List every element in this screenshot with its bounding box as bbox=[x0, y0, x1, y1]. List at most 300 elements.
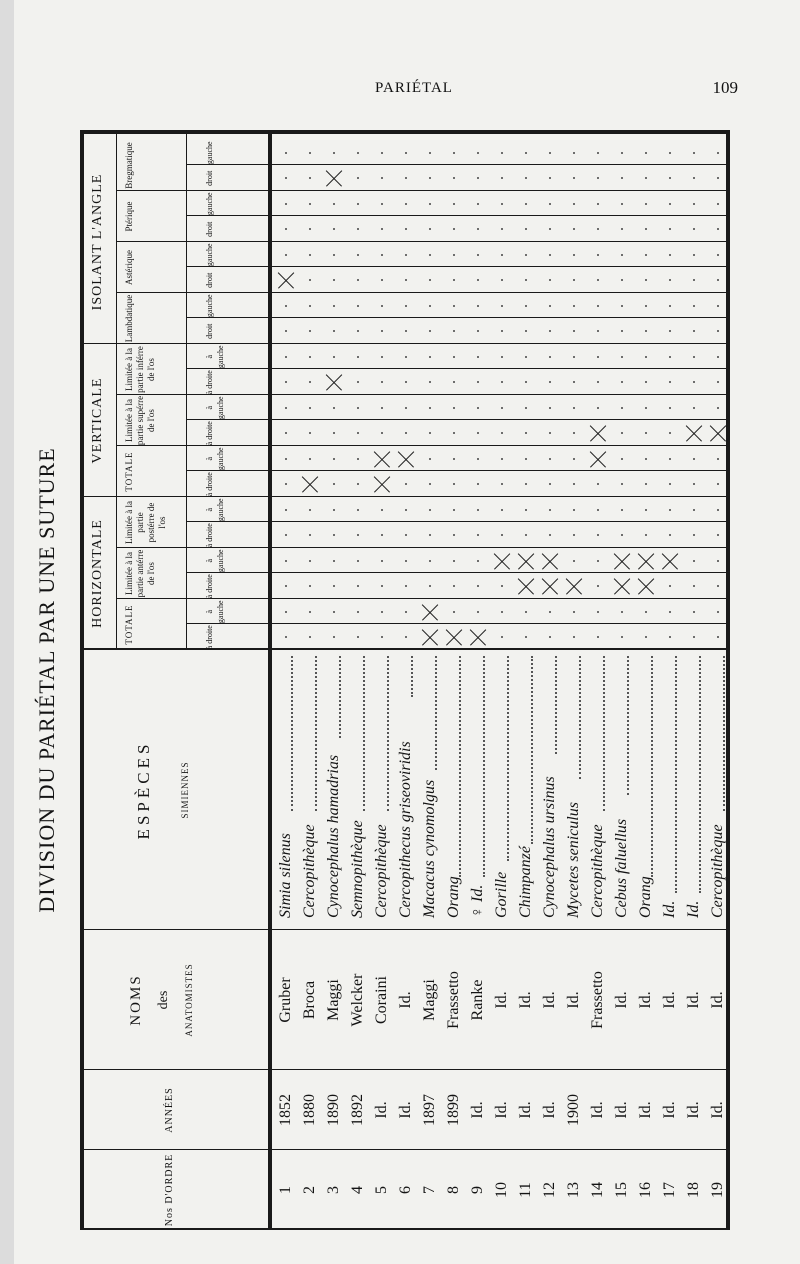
cross-mark bbox=[326, 374, 342, 390]
cross-mark bbox=[278, 272, 294, 288]
group-header-rule bbox=[116, 130, 117, 650]
empty-cell-dot bbox=[645, 330, 647, 332]
cross-mark bbox=[494, 553, 510, 569]
empty-cell-dot bbox=[621, 381, 623, 383]
empty-cell-dot bbox=[525, 305, 527, 307]
horizontale-limitee-posterieure: Limitée à la partie postérre de l'os bbox=[124, 501, 167, 544]
empty-cell-dot bbox=[597, 381, 599, 383]
empty-cell-dot bbox=[501, 381, 503, 383]
empty-cell-dot bbox=[405, 509, 407, 511]
empty-cell-dot bbox=[597, 203, 599, 205]
empty-cell-dot bbox=[333, 152, 335, 154]
empty-cell-dot bbox=[501, 611, 503, 613]
empty-cell-dot bbox=[669, 305, 671, 307]
empty-cell-dot bbox=[453, 458, 455, 460]
empty-cell-dot bbox=[285, 228, 287, 230]
empty-cell-dot bbox=[669, 177, 671, 179]
empty-cell-dot bbox=[381, 203, 383, 205]
empty-cell-dot bbox=[645, 458, 647, 460]
dot-leader bbox=[483, 656, 485, 877]
empty-cell-dot bbox=[621, 330, 623, 332]
empty-cell-dot bbox=[717, 356, 719, 358]
empty-cell-dot bbox=[645, 177, 647, 179]
empty-cell-dot bbox=[717, 254, 719, 256]
leaf-header-12: droit bbox=[205, 323, 214, 339]
empty-cell-dot bbox=[477, 177, 479, 179]
empty-cell-dot bbox=[405, 534, 407, 536]
empty-cell-dot bbox=[669, 432, 671, 434]
dot-leader bbox=[651, 656, 653, 877]
empty-cell-dot bbox=[405, 585, 407, 587]
empty-cell-dot bbox=[453, 381, 455, 383]
empty-cell-dot bbox=[309, 228, 311, 230]
row-ordre: 14 bbox=[589, 1182, 606, 1198]
empty-cell-dot bbox=[405, 636, 407, 638]
empty-cell-dot bbox=[693, 305, 695, 307]
empty-cell-dot bbox=[645, 381, 647, 383]
leaf-header-16: droit bbox=[205, 221, 214, 237]
dot-leader bbox=[459, 656, 461, 877]
empty-cell-dot bbox=[669, 228, 671, 230]
empty-cell-dot bbox=[357, 509, 359, 511]
empty-cell-dot bbox=[717, 611, 719, 613]
empty-cell-dot bbox=[573, 279, 575, 281]
cross-mark bbox=[518, 553, 534, 569]
empty-cell-dot bbox=[525, 636, 527, 638]
dot-leader bbox=[699, 656, 701, 893]
empty-cell-dot bbox=[669, 254, 671, 256]
empty-cell-dot bbox=[477, 305, 479, 307]
empty-cell-dot bbox=[333, 458, 335, 460]
dot-leader bbox=[339, 656, 341, 738]
empty-cell-dot bbox=[669, 152, 671, 154]
empty-cell-dot bbox=[669, 203, 671, 205]
empty-cell-dot bbox=[525, 203, 527, 205]
empty-cell-dot bbox=[645, 279, 647, 281]
empty-cell-dot bbox=[429, 407, 431, 409]
empty-cell-dot bbox=[597, 636, 599, 638]
asterique-header: Astérique bbox=[124, 250, 134, 285]
empty-cell-dot bbox=[309, 432, 311, 434]
leaf-header-8: à droite bbox=[205, 421, 214, 446]
empty-cell-dot bbox=[645, 636, 647, 638]
empty-cell-dot bbox=[429, 432, 431, 434]
empty-cell-dot bbox=[693, 636, 695, 638]
empty-cell-dot bbox=[405, 152, 407, 154]
horizontale-limitee-anterieure: Limitée à la partie antérre de l'os bbox=[124, 549, 156, 598]
empty-cell-dot bbox=[453, 432, 455, 434]
empty-cell-dot bbox=[309, 305, 311, 307]
empty-cell-dot bbox=[309, 356, 311, 358]
empty-cell-dot bbox=[549, 279, 551, 281]
row-ordre: 5 bbox=[373, 1186, 390, 1194]
empty-cell-dot bbox=[309, 177, 311, 179]
empty-cell-dot bbox=[693, 177, 695, 179]
empty-cell-dot bbox=[597, 279, 599, 281]
dot-leader bbox=[435, 656, 437, 770]
empty-cell-dot bbox=[573, 636, 575, 638]
empty-cell-dot bbox=[285, 407, 287, 409]
empty-cell-dot bbox=[645, 254, 647, 256]
leaf-header-7: à gauche bbox=[205, 447, 225, 471]
empty-cell-dot bbox=[549, 356, 551, 358]
empty-cell-dot bbox=[309, 279, 311, 281]
empty-cell-dot bbox=[405, 381, 407, 383]
row-nom: Coraini bbox=[373, 976, 390, 1024]
leaf-header-10: à droite bbox=[205, 370, 214, 395]
empty-cell-dot bbox=[309, 611, 311, 613]
empty-cell-dot bbox=[381, 330, 383, 332]
row-ordre: 7 bbox=[421, 1186, 438, 1194]
empty-cell-dot bbox=[621, 203, 623, 205]
empty-cell-dot bbox=[477, 611, 479, 613]
row-espece: Cynocephalus ursinus bbox=[541, 776, 558, 918]
leaf-divider bbox=[186, 369, 730, 370]
empty-cell-dot bbox=[309, 152, 311, 154]
empty-cell-dot bbox=[549, 458, 551, 460]
row-nom: Id. bbox=[397, 991, 414, 1009]
empty-cell-dot bbox=[405, 254, 407, 256]
empty-cell-dot bbox=[717, 228, 719, 230]
row-ordre: 13 bbox=[565, 1182, 582, 1198]
empty-cell-dot bbox=[429, 356, 431, 358]
empty-cell-dot bbox=[309, 407, 311, 409]
empty-cell-dot bbox=[405, 305, 407, 307]
empty-cell-dot bbox=[477, 509, 479, 511]
row-annee: Id. bbox=[613, 1101, 630, 1119]
row-annee: 1900 bbox=[565, 1094, 582, 1126]
noms-anatomistes: ANATOMISTES bbox=[184, 963, 194, 1037]
empty-cell-dot bbox=[381, 534, 383, 536]
row-nom: Maggi bbox=[325, 979, 342, 1021]
empty-cell-dot bbox=[525, 152, 527, 154]
empty-cell-dot bbox=[357, 356, 359, 358]
row-annee: 1897 bbox=[421, 1094, 438, 1126]
leaf-header-11: à gauche bbox=[205, 345, 225, 369]
empty-cell-dot bbox=[357, 611, 359, 613]
empty-cell-dot bbox=[525, 381, 527, 383]
empty-cell-dot bbox=[645, 611, 647, 613]
empty-cell-dot bbox=[549, 432, 551, 434]
empty-cell-dot bbox=[621, 305, 623, 307]
dot-leader bbox=[675, 656, 677, 893]
empty-cell-dot bbox=[549, 611, 551, 613]
row-espece: Cercopithèque bbox=[373, 824, 390, 918]
empty-cell-dot bbox=[549, 203, 551, 205]
empty-cell-dot bbox=[405, 177, 407, 179]
empty-cell-dot bbox=[717, 560, 719, 562]
leaf-header-3: à gauche bbox=[205, 549, 225, 573]
empty-cell-dot bbox=[717, 636, 719, 638]
empty-cell-dot bbox=[693, 534, 695, 536]
empty-cell-dot bbox=[717, 483, 719, 485]
empty-cell-dot bbox=[597, 509, 599, 511]
empty-cell-dot bbox=[573, 534, 575, 536]
empty-cell-dot bbox=[597, 611, 599, 613]
empty-cell-dot bbox=[669, 611, 671, 613]
empty-cell-dot bbox=[357, 560, 359, 562]
empty-cell-dot bbox=[381, 585, 383, 587]
running-title: PARIÉTAL bbox=[375, 80, 453, 96]
leaf-header-13: gauche bbox=[205, 294, 214, 318]
empty-cell-dot bbox=[285, 483, 287, 485]
empty-cell-dot bbox=[429, 305, 431, 307]
empty-cell-dot bbox=[525, 458, 527, 460]
empty-cell-dot bbox=[549, 305, 551, 307]
leaf-header-9: à gauche bbox=[205, 396, 225, 420]
data-divider bbox=[80, 648, 730, 650]
empty-cell-dot bbox=[453, 177, 455, 179]
dot-leader bbox=[555, 656, 557, 754]
empty-cell-dot bbox=[693, 407, 695, 409]
especes-header: ESPÈCES bbox=[134, 740, 153, 840]
empty-cell-dot bbox=[573, 305, 575, 307]
empty-cell-dot bbox=[285, 585, 287, 587]
empty-cell-dot bbox=[477, 279, 479, 281]
leaf-header-4: à droite bbox=[205, 523, 214, 548]
empty-cell-dot bbox=[549, 152, 551, 154]
pterique-header: Ptérique bbox=[124, 201, 134, 232]
empty-cell-dot bbox=[621, 177, 623, 179]
empty-cell-dot bbox=[501, 432, 503, 434]
empty-cell-dot bbox=[453, 407, 455, 409]
empty-cell-dot bbox=[429, 177, 431, 179]
empty-cell-dot bbox=[477, 381, 479, 383]
empty-cell-dot bbox=[429, 152, 431, 154]
cross-mark bbox=[542, 553, 558, 569]
row-ordre: 4 bbox=[349, 1186, 366, 1194]
empty-cell-dot bbox=[645, 509, 647, 511]
empty-cell-dot bbox=[453, 305, 455, 307]
simiennes-header: SIMIENNES bbox=[180, 761, 190, 819]
verticale-header: VERTICALE bbox=[90, 377, 105, 464]
empty-cell-dot bbox=[477, 432, 479, 434]
page-number: 109 bbox=[712, 78, 738, 97]
leaf-header-14: droit bbox=[205, 272, 214, 288]
dot-leader bbox=[579, 656, 581, 779]
empty-cell-dot bbox=[549, 636, 551, 638]
row-espece: Chimpanzé bbox=[517, 846, 534, 918]
empty-cell-dot bbox=[333, 432, 335, 434]
row-ordre: 3 bbox=[325, 1186, 342, 1194]
empty-cell-dot bbox=[285, 509, 287, 511]
row-ordre: 18 bbox=[685, 1182, 702, 1198]
row-nom: Id. bbox=[709, 991, 726, 1009]
empty-cell-dot bbox=[333, 534, 335, 536]
empty-cell-dot bbox=[429, 534, 431, 536]
empty-cell-dot bbox=[621, 483, 623, 485]
leaf-divider bbox=[186, 522, 730, 523]
cross-mark bbox=[302, 476, 318, 492]
dot-leader bbox=[315, 656, 317, 811]
row-espece: ♀ Id. bbox=[469, 884, 486, 918]
empty-cell-dot bbox=[429, 330, 431, 332]
empty-cell-dot bbox=[477, 407, 479, 409]
empty-cell-dot bbox=[381, 228, 383, 230]
empty-cell-dot bbox=[381, 254, 383, 256]
empty-cell-dot bbox=[525, 534, 527, 536]
empty-cell-dot bbox=[645, 407, 647, 409]
empty-cell-dot bbox=[501, 356, 503, 358]
empty-cell-dot bbox=[453, 228, 455, 230]
empty-cell-dot bbox=[525, 254, 527, 256]
empty-cell-dot bbox=[477, 560, 479, 562]
leaf-divider bbox=[186, 216, 730, 217]
empty-cell-dot bbox=[621, 636, 623, 638]
empty-cell-dot bbox=[333, 228, 335, 230]
empty-cell-dot bbox=[357, 177, 359, 179]
empty-cell-dot bbox=[717, 177, 719, 179]
row-espece: Cercopithèque bbox=[589, 824, 606, 918]
empty-cell-dot bbox=[333, 279, 335, 281]
leaf-header-17: gauche bbox=[205, 192, 214, 216]
leaf-header-18: droit bbox=[205, 170, 214, 186]
row-annee: Id. bbox=[541, 1101, 558, 1119]
empty-cell-dot bbox=[669, 534, 671, 536]
empty-cell-dot bbox=[381, 356, 383, 358]
group-divider bbox=[80, 343, 730, 344]
empty-cell-dot bbox=[549, 534, 551, 536]
empty-cell-dot bbox=[573, 177, 575, 179]
lambdatique-header: Lambdatique bbox=[124, 294, 134, 343]
cross-mark bbox=[614, 578, 630, 594]
empty-cell-dot bbox=[429, 458, 431, 460]
empty-cell-dot bbox=[357, 483, 359, 485]
empty-cell-dot bbox=[717, 458, 719, 460]
empty-cell-dot bbox=[597, 177, 599, 179]
empty-cell-dot bbox=[381, 279, 383, 281]
row-nom: Id. bbox=[637, 991, 654, 1009]
empty-cell-dot bbox=[645, 152, 647, 154]
empty-cell-dot bbox=[429, 203, 431, 205]
empty-cell-dot bbox=[573, 509, 575, 511]
empty-cell-dot bbox=[525, 356, 527, 358]
cross-mark bbox=[518, 578, 534, 594]
empty-cell-dot bbox=[405, 330, 407, 332]
empty-cell-dot bbox=[453, 509, 455, 511]
row-annee: 1852 bbox=[277, 1094, 294, 1126]
empty-cell-dot bbox=[405, 279, 407, 281]
row-nom: Id. bbox=[541, 991, 558, 1009]
empty-cell-dot bbox=[501, 509, 503, 511]
leaf-header-0: à droite bbox=[205, 625, 214, 650]
leaf-divider bbox=[186, 573, 730, 574]
empty-cell-dot bbox=[693, 483, 695, 485]
cross-mark bbox=[686, 425, 702, 441]
empty-cell-dot bbox=[525, 432, 527, 434]
row-nom: Id. bbox=[661, 991, 678, 1009]
empty-cell-dot bbox=[501, 254, 503, 256]
row-annee: Id. bbox=[685, 1101, 702, 1119]
empty-cell-dot bbox=[357, 152, 359, 154]
empty-cell-dot bbox=[573, 152, 575, 154]
empty-cell-dot bbox=[525, 279, 527, 281]
empty-cell-dot bbox=[597, 152, 599, 154]
empty-cell-dot bbox=[717, 330, 719, 332]
row-annee: Id. bbox=[517, 1101, 534, 1119]
row-ordre: 10 bbox=[493, 1182, 510, 1198]
empty-cell-dot bbox=[597, 483, 599, 485]
empty-cell-dot bbox=[429, 483, 431, 485]
empty-cell-dot bbox=[501, 152, 503, 154]
annees-header: ANNÉES bbox=[164, 1087, 175, 1133]
empty-cell-dot bbox=[333, 636, 335, 638]
empty-cell-dot bbox=[597, 560, 599, 562]
empty-cell-dot bbox=[669, 483, 671, 485]
empty-cell-dot bbox=[621, 254, 623, 256]
empty-cell-dot bbox=[405, 432, 407, 434]
empty-cell-dot bbox=[357, 254, 359, 256]
empty-cell-dot bbox=[501, 458, 503, 460]
empty-cell-dot bbox=[525, 509, 527, 511]
row-annee: 1890 bbox=[325, 1094, 342, 1126]
row-espece: Orang bbox=[637, 876, 654, 918]
empty-cell-dot bbox=[501, 279, 503, 281]
cross-mark bbox=[590, 451, 606, 467]
empty-cell-dot bbox=[573, 407, 575, 409]
row-nom: Id. bbox=[685, 991, 702, 1009]
cross-mark bbox=[638, 578, 654, 594]
empty-cell-dot bbox=[453, 254, 455, 256]
empty-cell-dot bbox=[693, 152, 695, 154]
row-annee: 1892 bbox=[349, 1094, 366, 1126]
empty-cell-dot bbox=[477, 254, 479, 256]
dot-leader bbox=[291, 656, 293, 811]
empty-cell-dot bbox=[285, 203, 287, 205]
row-nom: Id. bbox=[613, 991, 630, 1009]
empty-cell-dot bbox=[717, 279, 719, 281]
leaf-header-15: gauche bbox=[205, 243, 214, 267]
empty-cell-dot bbox=[597, 254, 599, 256]
row-annee: 1880 bbox=[301, 1094, 318, 1126]
empty-cell-dot bbox=[645, 305, 647, 307]
empty-cell-dot bbox=[693, 254, 695, 256]
empty-cell-dot bbox=[621, 611, 623, 613]
empty-cell-dot bbox=[477, 356, 479, 358]
empty-cell-dot bbox=[453, 356, 455, 358]
empty-cell-dot bbox=[357, 407, 359, 409]
leaf-header-2: à droite bbox=[205, 574, 214, 599]
verticale-limitee-superieure: Limitée à la partie supérre de l'os bbox=[124, 395, 156, 446]
empty-cell-dot bbox=[501, 228, 503, 230]
empty-cell-dot bbox=[693, 279, 695, 281]
empty-cell-dot bbox=[669, 585, 671, 587]
empty-cell-dot bbox=[669, 636, 671, 638]
empty-cell-dot bbox=[309, 560, 311, 562]
empty-cell-dot bbox=[285, 432, 287, 434]
empty-cell-dot bbox=[381, 152, 383, 154]
empty-cell-dot bbox=[645, 483, 647, 485]
empty-cell-dot bbox=[333, 509, 335, 511]
row-ordre: 19 bbox=[709, 1182, 726, 1198]
empty-cell-dot bbox=[333, 407, 335, 409]
empty-cell-dot bbox=[621, 279, 623, 281]
empty-cell-dot bbox=[501, 585, 503, 587]
empty-cell-dot bbox=[693, 458, 695, 460]
empty-cell-dot bbox=[429, 560, 431, 562]
row-nom: Gruber bbox=[277, 977, 294, 1023]
empty-cell-dot bbox=[717, 381, 719, 383]
empty-cell-dot bbox=[285, 611, 287, 613]
leaf-divider bbox=[186, 267, 730, 268]
empty-cell-dot bbox=[333, 305, 335, 307]
empty-cell-dot bbox=[549, 509, 551, 511]
row-espece: Gorille bbox=[493, 871, 510, 918]
row-nom: Frassetto bbox=[589, 971, 606, 1029]
row-nom: Id. bbox=[565, 991, 582, 1009]
dot-leader bbox=[411, 656, 413, 697]
empty-cell-dot bbox=[453, 483, 455, 485]
